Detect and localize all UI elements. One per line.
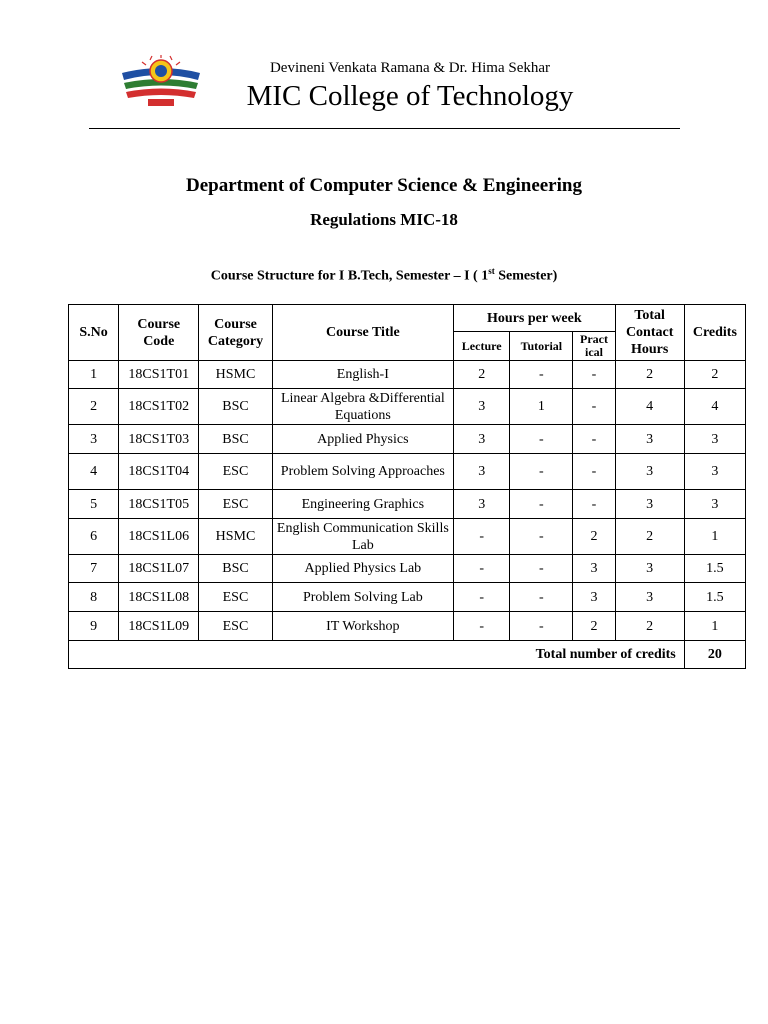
cell-practical: 3 (573, 555, 615, 583)
cell-code: 18CS1T04 (119, 454, 199, 490)
cell-code: 18CS1L08 (119, 583, 199, 612)
cell-practical: 3 (573, 583, 615, 612)
table-row (69, 583, 746, 612)
cell-credits: 1.5 (684, 583, 745, 612)
cell-tutorial: - (510, 361, 573, 389)
cell-lecture: 3 (454, 454, 510, 490)
cell-sno: 5 (69, 490, 119, 519)
institution-subtitle: Devineni Venkata Ramana & Dr. Hima Sekhar (269, 60, 551, 76)
cell-title: Applied Physics (272, 425, 454, 454)
cell-lecture: - (454, 519, 510, 555)
header-hours-per-week: Hours per week (454, 305, 615, 332)
cell-contact: 3 (615, 555, 684, 583)
cell-category: BSC (199, 389, 272, 425)
cell-credits: 1.5 (684, 555, 745, 583)
course-structure-title (0, 266, 768, 285)
cell-sno: 8 (69, 583, 119, 612)
table-row (69, 361, 746, 389)
college-name: MIC College of Technology (246, 80, 574, 112)
cell-category: HSMC (199, 361, 272, 389)
table-row (69, 612, 746, 641)
cell-tutorial: 1 (510, 389, 573, 425)
cell-practical: - (573, 454, 615, 490)
header-lecture: Lecture (454, 332, 510, 361)
header-tutorial: Tutorial (510, 332, 573, 361)
total-row (69, 641, 746, 669)
cell-sno: 6 (69, 519, 119, 555)
cell-contact: 3 (615, 583, 684, 612)
cell-practical: 2 (573, 612, 615, 641)
header-course-code: Course Code (119, 305, 199, 361)
cell-tutorial: - (510, 583, 573, 612)
cell-lecture: - (454, 555, 510, 583)
cell-code: 18CS1L09 (119, 612, 199, 641)
cell-title: Linear Algebra &Differential Equations (272, 389, 454, 425)
cell-contact: 2 (615, 361, 684, 389)
cell-contact: 2 (615, 612, 684, 641)
cell-sno: 1 (69, 361, 119, 389)
college-emblem-icon (118, 55, 204, 113)
cell-practical: - (573, 490, 615, 519)
structure-title-prefix: Course Structure for I B.Tech, Semester – I ( 1 (210, 268, 489, 284)
cell-tutorial: - (510, 519, 573, 555)
table-row (69, 519, 746, 555)
cell-title: Problem Solving Approaches (272, 454, 454, 490)
header-practical (573, 332, 615, 361)
cell-category: BSC (199, 555, 272, 583)
cell-credits: 1 (684, 612, 745, 641)
cell-contact: 3 (615, 454, 684, 490)
header-credits: Credits (684, 305, 745, 361)
cell-code: 18CS1L06 (119, 519, 199, 555)
cell-practical: - (573, 425, 615, 454)
cell-title: Engineering Graphics (272, 490, 454, 519)
cell-lecture: - (454, 583, 510, 612)
header-practical-line2: ical (585, 345, 603, 359)
header-divider (89, 128, 680, 129)
structure-title-sup: st (488, 266, 495, 276)
cell-practical: 2 (573, 519, 615, 555)
cell-tutorial: - (510, 490, 573, 519)
cell-title: English Communication Skills Lab (272, 519, 454, 555)
cell-tutorial: - (510, 425, 573, 454)
regulations-title: Regulations MIC-18 (310, 210, 458, 229)
cell-title: English-I (272, 361, 454, 389)
cell-code: 18CS1T02 (119, 389, 199, 425)
cell-contact: 2 (615, 519, 684, 555)
cell-practical: - (573, 389, 615, 425)
cell-category: ESC (199, 454, 272, 490)
cell-category: BSC (199, 425, 272, 454)
cell-contact: 3 (615, 425, 684, 454)
cell-category: ESC (199, 490, 272, 519)
total-credits-label: Total number of credits (69, 641, 685, 669)
cell-lecture: 3 (454, 425, 510, 454)
cell-sno: 9 (69, 612, 119, 641)
cell-contact: 4 (615, 389, 684, 425)
table-row (69, 454, 746, 490)
cell-title: IT Workshop (272, 612, 454, 641)
header-course-title: Course Title (272, 305, 454, 361)
structure-title-suffix: Semester) (494, 268, 558, 284)
cell-code: 18CS1L07 (119, 555, 199, 583)
cell-sno: 7 (69, 555, 119, 583)
cell-contact: 3 (615, 490, 684, 519)
cell-code: 18CS1T05 (119, 490, 199, 519)
college-logo (118, 55, 204, 113)
cell-category: HSMC (199, 519, 272, 555)
cell-credits: 1 (684, 519, 745, 555)
header-practical-line1: Pract (580, 332, 608, 346)
header-total-contact-hours: Total Contact Hours (615, 305, 684, 361)
cell-credits: 4 (684, 389, 745, 425)
cell-category: ESC (199, 612, 272, 641)
cell-tutorial: - (510, 555, 573, 583)
cell-practical: - (573, 361, 615, 389)
cell-code: 18CS1T01 (119, 361, 199, 389)
table-row (69, 389, 746, 425)
total-credits-value: 20 (684, 641, 745, 669)
cell-credits: 3 (684, 490, 745, 519)
header-course-category: Course Category (199, 305, 272, 361)
cell-lecture: - (454, 612, 510, 641)
cell-category: ESC (199, 583, 272, 612)
cell-credits: 3 (684, 425, 745, 454)
cell-title: Applied Physics Lab (272, 555, 454, 583)
table-row (69, 425, 746, 454)
cell-lecture: 3 (454, 389, 510, 425)
cell-sno: 4 (69, 454, 119, 490)
cell-sno: 2 (69, 389, 119, 425)
course-structure-table (68, 304, 746, 669)
cell-credits: 3 (684, 454, 745, 490)
cell-title: Problem Solving Lab (272, 583, 454, 612)
cell-code: 18CS1T03 (119, 425, 199, 454)
cell-lecture: 3 (454, 490, 510, 519)
cell-sno: 3 (69, 425, 119, 454)
cell-tutorial: - (510, 454, 573, 490)
cell-lecture: 2 (454, 361, 510, 389)
header-sno: S.No (69, 305, 119, 361)
table-row (69, 555, 746, 583)
table-row (69, 490, 746, 519)
cell-credits: 2 (684, 361, 745, 389)
department-title: Department of Computer Science & Engineering (186, 175, 582, 196)
cell-tutorial: - (510, 612, 573, 641)
